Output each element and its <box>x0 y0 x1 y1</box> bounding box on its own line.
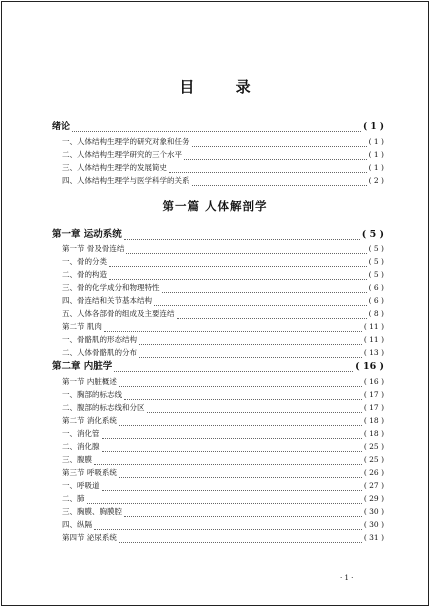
toc-page: ( 17 ) <box>363 390 384 399</box>
dot-leader <box>72 123 361 132</box>
toc-page: ( 8 ) <box>368 309 384 318</box>
toc-page: ( 5 ) <box>361 229 384 240</box>
toc-item[interactable] <box>62 480 384 492</box>
toc-item[interactable] <box>62 347 384 359</box>
dot-leader <box>139 336 362 345</box>
toc-page: ( 31 ) <box>363 533 384 542</box>
toc-label: 第二节 肌肉 <box>62 322 102 331</box>
toc-page: ( 16 ) <box>363 377 384 386</box>
toc-label: 三、腹膜 <box>62 455 92 464</box>
toc-item[interactable] <box>62 162 384 174</box>
dot-leader <box>94 521 362 530</box>
part-title: 第一篇 人体解剖学 <box>162 199 268 213</box>
toc-section[interactable] <box>62 467 384 479</box>
toc-page: ( 17 ) <box>363 403 384 412</box>
dot-leader <box>104 323 362 332</box>
toc-page: ( 1 ) <box>368 150 384 159</box>
toc-page: ( 5 ) <box>368 257 384 266</box>
toc-page: ( 16 ) <box>355 361 384 372</box>
toc-page: ( 18 ) <box>363 416 384 425</box>
dot-leader <box>119 534 362 543</box>
toc-item[interactable] <box>62 493 384 505</box>
toc-page: ( 6 ) <box>368 296 384 305</box>
dot-leader <box>102 482 362 491</box>
toc-label: 第三节 呼吸系统 <box>62 468 117 477</box>
toc-label: 二、人体结构生理学研究的三个水平 <box>62 150 182 159</box>
dot-leader <box>119 417 362 426</box>
toc-item[interactable] <box>62 308 384 320</box>
toc-item[interactable] <box>62 428 384 440</box>
toc-item[interactable] <box>62 269 384 281</box>
toc-page: ( 1 ) <box>368 163 384 172</box>
dot-leader <box>177 310 367 319</box>
toc-intro[interactable] <box>52 121 384 133</box>
toc-item[interactable] <box>62 256 384 268</box>
toc-label: 二、骨的构造 <box>62 270 107 279</box>
dot-leader <box>114 363 353 372</box>
toc-label: 第二章 内脏学 <box>52 361 113 372</box>
toc-section[interactable] <box>62 321 384 333</box>
dot-leader <box>119 378 362 387</box>
toc-item[interactable] <box>62 506 384 518</box>
toc-label: 四、纵隔 <box>62 520 92 529</box>
toc-section[interactable] <box>62 415 384 427</box>
toc-label: 四、人体结构生理学与医学科学的关系 <box>62 176 190 185</box>
dot-leader <box>147 404 362 413</box>
dot-leader <box>126 245 366 254</box>
toc-item[interactable] <box>62 454 384 466</box>
toc-page: ( 6 ) <box>368 283 384 292</box>
toc-item[interactable] <box>62 402 384 414</box>
toc-label: 三、人体结构生理学的发展简史 <box>62 163 167 172</box>
toc-page: ( 11 ) <box>363 322 384 331</box>
dot-leader <box>119 469 362 478</box>
toc-label: 一、呼吸道 <box>62 481 100 490</box>
toc-item[interactable] <box>62 175 384 187</box>
toc-page: ( 25 ) <box>363 455 384 464</box>
toc-label: 二、肺 <box>62 494 85 503</box>
toc-label: 第一节 内脏概述 <box>62 377 117 386</box>
toc-section[interactable] <box>62 243 384 255</box>
dot-leader <box>169 164 367 173</box>
toc-page: ( 26 ) <box>363 468 384 477</box>
toc-label: 一、骨的分类 <box>62 257 107 266</box>
toc-page: ( 18 ) <box>363 429 384 438</box>
toc-label: 三、胸膜、胸膜腔 <box>62 507 122 516</box>
dot-leader <box>139 349 362 358</box>
toc-section[interactable] <box>62 376 384 388</box>
dot-leader <box>192 138 367 147</box>
dot-leader <box>109 258 367 267</box>
toc-page: ( 13 ) <box>363 348 384 357</box>
toc-page: ( 27 ) <box>363 481 384 490</box>
toc-item[interactable] <box>62 282 384 294</box>
toc-label: 二、人体骨骼肌的分布 <box>62 348 137 357</box>
toc-label: 一、消化管 <box>62 429 100 438</box>
toc-label: 第一章 运动系统 <box>52 229 122 240</box>
toc-label: 二、消化腺 <box>62 442 100 451</box>
toc-item[interactable] <box>62 295 384 307</box>
toc-section[interactable] <box>62 532 384 544</box>
toc-item[interactable] <box>62 441 384 453</box>
toc-page: ( 25 ) <box>363 442 384 451</box>
toc-page: ( 11 ) <box>363 335 384 344</box>
dot-leader <box>102 443 362 452</box>
toc-label: 四、骨连结和关节基本结构 <box>62 296 152 305</box>
toc-label: 五、人体各部骨的组成及主要连结 <box>62 309 175 318</box>
dot-leader <box>124 231 360 240</box>
dot-leader <box>87 495 362 504</box>
dot-leader <box>102 430 362 439</box>
toc-label: 一、人体结构生理学的研究对象和任务 <box>62 137 190 146</box>
toc-chapter[interactable] <box>52 229 384 241</box>
dot-leader <box>184 151 367 160</box>
toc-item[interactable] <box>62 334 384 346</box>
dot-leader <box>124 508 362 517</box>
page-title: 目 录 <box>179 78 269 96</box>
toc-label: 二、腹部的标志线和分区 <box>62 403 145 412</box>
toc-page: ( 1 ) <box>362 122 384 132</box>
toc-label: 第四节 泌尿系统 <box>62 533 117 542</box>
dot-leader <box>94 456 362 465</box>
dot-leader <box>162 284 367 293</box>
toc-page: ( 1 ) <box>368 137 384 146</box>
toc-item[interactable] <box>62 149 384 161</box>
toc-item[interactable] <box>62 519 384 531</box>
dot-leader <box>192 177 367 186</box>
toc-item[interactable] <box>62 136 384 148</box>
toc-page: ( 29 ) <box>363 494 384 503</box>
toc-label: 第一节 骨及骨连结 <box>62 244 125 253</box>
page-number: · 1 · <box>340 574 354 582</box>
toc-page: ( 30 ) <box>363 507 384 516</box>
toc-label: 绪论 <box>52 122 71 132</box>
toc-page: ( 5 ) <box>368 270 384 279</box>
toc-page: ( 30 ) <box>363 520 384 529</box>
toc-page: ( 5 ) <box>368 244 384 253</box>
toc-label: 一、胸部的标志线 <box>62 390 122 399</box>
dot-leader <box>154 297 367 306</box>
toc-label: 第二节 消化系统 <box>62 416 117 425</box>
toc-chapter[interactable] <box>52 361 384 373</box>
toc-page: ( 2 ) <box>368 176 384 185</box>
toc-label: 一、骨骼肌的形态结构 <box>62 335 137 344</box>
dot-leader <box>109 271 367 280</box>
dot-leader <box>124 391 362 400</box>
toc-label: 三、骨的化学成分和物理特性 <box>62 283 160 292</box>
toc-item[interactable] <box>62 389 384 401</box>
